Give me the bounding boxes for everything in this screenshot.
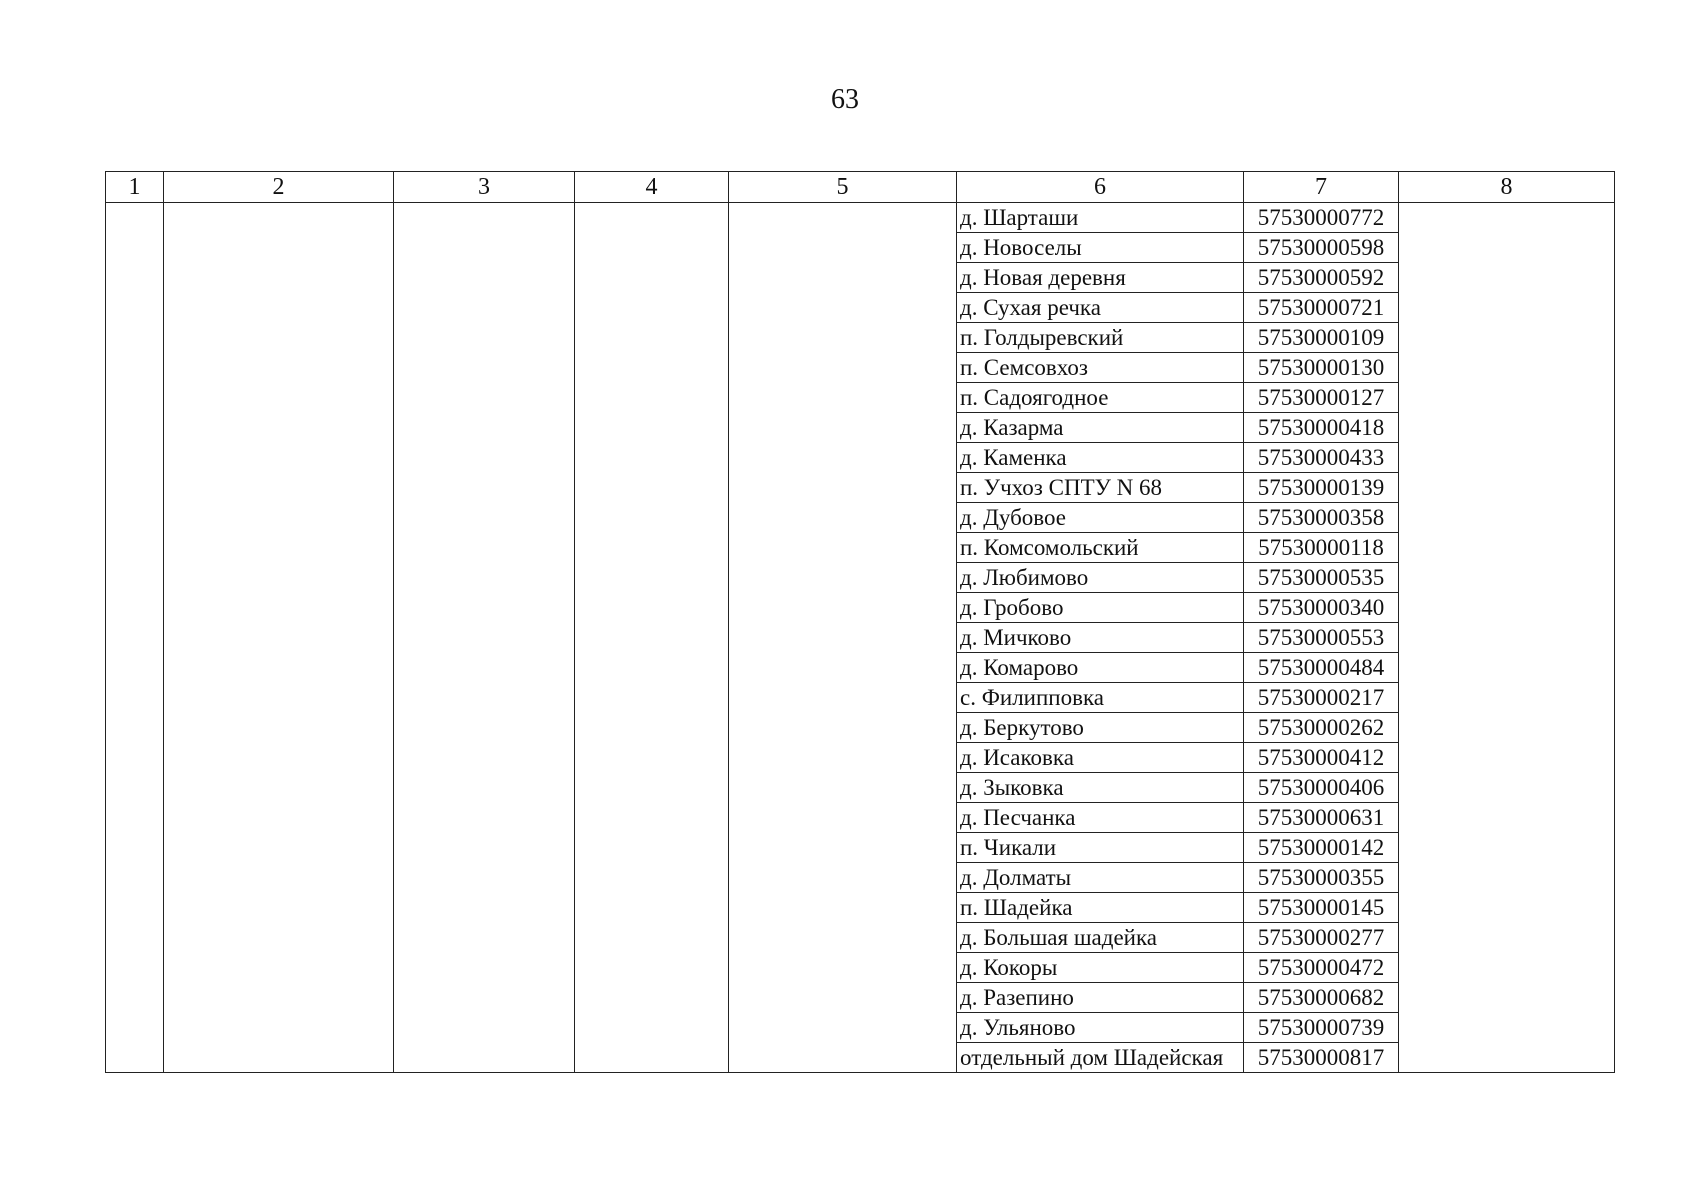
settlement-name-cell: д. Песчанка [957, 803, 1244, 833]
empty-column-5-cell [729, 203, 957, 1073]
settlement-code-cell: 57530000262 [1244, 713, 1399, 743]
settlement-code-cell: 57530000433 [1244, 443, 1399, 473]
settlement-name-cell: д. Гробово [957, 593, 1244, 623]
column-header-1: 1 [106, 172, 164, 203]
settlement-code-cell: 57530000817 [1244, 1043, 1399, 1073]
settlement-code-cell: 57530000277 [1244, 923, 1399, 953]
settlements-table [105, 171, 1615, 1073]
settlement-name-cell: д. Исаковка [957, 743, 1244, 773]
settlement-code-cell: 57530000217 [1244, 683, 1399, 713]
settlement-code-cell: 57530000484 [1244, 653, 1399, 683]
table-body [106, 203, 1615, 1073]
settlement-code-cell: 57530000631 [1244, 803, 1399, 833]
settlement-name-cell: п. Учхоз СПТУ N 68 [957, 473, 1244, 503]
column-header-2: 2 [164, 172, 394, 203]
settlement-name-cell: п. Шадейка [957, 893, 1244, 923]
settlement-name-cell: д. Комарово [957, 653, 1244, 683]
settlement-code-cell: 57530000130 [1244, 353, 1399, 383]
empty-column-1-cell [106, 203, 164, 1073]
empty-column-8-cell [1399, 203, 1615, 1073]
column-number-header-row [106, 172, 1615, 203]
settlement-name-cell: д. Любимово [957, 563, 1244, 593]
settlement-code-cell: 57530000355 [1244, 863, 1399, 893]
settlement-code-cell: 57530000553 [1244, 623, 1399, 653]
settlement-name-cell: д. Сухая речка [957, 293, 1244, 323]
settlement-name-cell: п. Голдыревский [957, 323, 1244, 353]
settlement-name-cell: отдельный дом Шадейская [957, 1043, 1244, 1073]
settlement-name-cell: п. Комсомольский [957, 533, 1244, 563]
settlement-name-cell: д. Беркутово [957, 713, 1244, 743]
settlement-name-cell: д. Дубовое [957, 503, 1244, 533]
settlement-code-cell: 57530000592 [1244, 263, 1399, 293]
settlement-name-cell: д. Большая шадейка [957, 923, 1244, 953]
settlement-name-cell: д. Казарма [957, 413, 1244, 443]
page-number: 63 [831, 84, 859, 115]
settlement-code-cell: 57530000139 [1244, 473, 1399, 503]
settlement-name-cell: д. Каменка [957, 443, 1244, 473]
settlement-code-cell: 57530000535 [1244, 563, 1399, 593]
settlement-code-cell: 57530000142 [1244, 833, 1399, 863]
settlement-name-cell: д. Новоселы [957, 233, 1244, 263]
settlement-name-cell: д. Разепино [957, 983, 1244, 1013]
settlement-code-cell: 57530000418 [1244, 413, 1399, 443]
settlement-code-cell: 57530000118 [1244, 533, 1399, 563]
settlement-name-cell: п. Семсовхоз [957, 353, 1244, 383]
settlement-name-cell: п. Садоягодное [957, 383, 1244, 413]
empty-column-3-cell [394, 203, 575, 1073]
settlement-code-cell: 57530000109 [1244, 323, 1399, 353]
settlement-name-cell: д. Шарташи [957, 203, 1244, 233]
settlement-code-cell: 57530000127 [1244, 383, 1399, 413]
settlement-code-cell: 57530000721 [1244, 293, 1399, 323]
settlement-name-cell: д. Долматы [957, 863, 1244, 893]
settlement-name-cell: п. Чикали [957, 833, 1244, 863]
settlement-code-cell: 57530000682 [1244, 983, 1399, 1013]
column-header-6: 6 [957, 172, 1244, 203]
empty-column-4-cell [575, 203, 729, 1073]
settlement-code-cell: 57530000145 [1244, 893, 1399, 923]
settlement-code-cell: 57530000358 [1244, 503, 1399, 533]
settlement-name-cell: д. Зыковка [957, 773, 1244, 803]
column-header-7: 7 [1244, 172, 1399, 203]
settlement-name-cell: д. Мичково [957, 623, 1244, 653]
column-header-3: 3 [394, 172, 575, 203]
settlement-code-cell: 57530000772 [1244, 203, 1399, 233]
settlement-name-cell: д. Новая деревня [957, 263, 1244, 293]
settlement-name-cell: д. Ульяново [957, 1013, 1244, 1043]
settlement-code-cell: 57530000598 [1244, 233, 1399, 263]
settlement-code-cell: 57530000739 [1244, 1013, 1399, 1043]
settlement-code-cell: 57530000412 [1244, 743, 1399, 773]
column-header-5: 5 [729, 172, 957, 203]
empty-column-2-cell [164, 203, 394, 1073]
column-header-4: 4 [575, 172, 729, 203]
settlement-code-cell: 57530000472 [1244, 953, 1399, 983]
column-header-8: 8 [1399, 172, 1615, 203]
settlement-name-cell: с. Филипповка [957, 683, 1244, 713]
settlement-code-cell: 57530000340 [1244, 593, 1399, 623]
table-row [106, 203, 1615, 233]
settlement-code-cell: 57530000406 [1244, 773, 1399, 803]
settlement-name-cell: д. Кокоры [957, 953, 1244, 983]
